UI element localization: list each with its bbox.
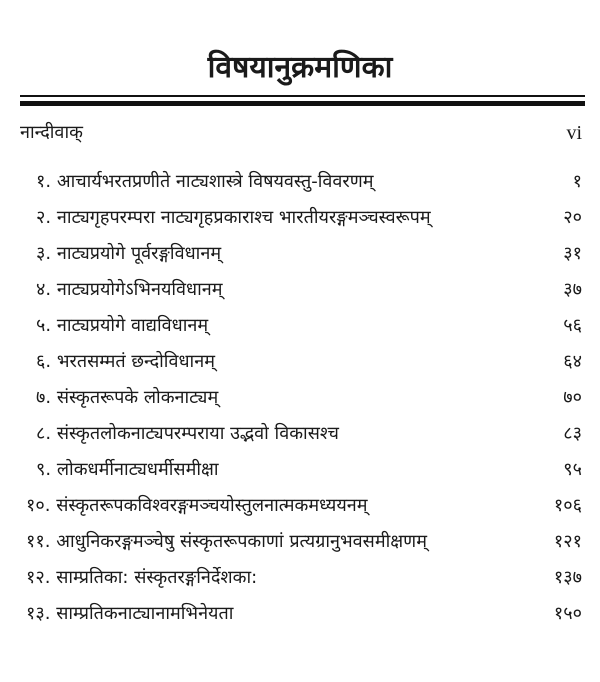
toc-entry-page: ५६ — [563, 315, 582, 336]
toc-entry-4[interactable] — [0, 275, 600, 305]
toc-entry-label: साम्प्रतिका: संस्कृतरङ्गनिर्देशका: — [56, 567, 258, 588]
toc-entry-1[interactable] — [0, 167, 600, 197]
toc-entry-number: १३. — [26, 603, 51, 624]
toc-entry-number: १. — [36, 171, 52, 192]
toc-entry-number: ७. — [36, 387, 52, 408]
toc-entry-number: ९. — [36, 459, 52, 480]
toc-entry-number: ५. — [36, 315, 52, 336]
toc-entry-label: नाट्यप्रयोगे पूर्वरङ्गविधानम् — [56, 243, 222, 264]
toc-entry-page: ६४ — [563, 351, 582, 372]
toc-entry-label: नाट्यगृहपरम्परा नाट्यगृहप्रकाराश्च भारतीयरङ्गमञ्चस्वरूपम् — [56, 207, 431, 228]
toc-entry-page: १ — [572, 171, 582, 192]
page-title: विषयानुक्रमणिका — [207, 50, 393, 85]
toc-entry-number: ८. — [36, 423, 52, 444]
toc-entry-13[interactable] — [0, 599, 600, 629]
title-rule-thick — [20, 101, 585, 106]
toc-entry-page: ३७ — [563, 279, 582, 300]
toc-entry-9[interactable] — [0, 455, 600, 485]
toc-entry-6[interactable] — [0, 347, 600, 377]
toc-entry-2[interactable] — [0, 203, 600, 233]
toc-entry-number: ४. — [36, 279, 52, 300]
toc-entry-page: १२१ — [553, 531, 582, 552]
toc-entry-intro[interactable] — [0, 118, 600, 148]
toc-entry-number: ११. — [26, 531, 51, 552]
toc-entry-page: ८३ — [563, 423, 582, 444]
toc-entry-label: लोकधर्मीनाट्यधर्मीसमीक्षा — [56, 459, 219, 480]
toc-entry-7[interactable] — [0, 383, 600, 413]
toc-entry-3[interactable] — [0, 239, 600, 269]
toc-entry-label: नान्दीवाक् — [20, 122, 83, 143]
toc-entry-label: भरतसम्मतं छन्दोविधानम् — [56, 351, 215, 372]
toc-entry-number: ६. — [36, 351, 52, 372]
toc-entry-page: १०६ — [553, 495, 582, 516]
toc-entry-number: १२. — [26, 567, 51, 588]
toc-entry-label: संस्कृतरूपकविश्वरङ्गमञ्चयोस्तुलनात्मकमध्ययनम् — [56, 495, 368, 516]
toc-entry-number: २. — [36, 207, 52, 228]
toc-entry-number: १०. — [26, 495, 51, 516]
toc-entry-label: संस्कृतरूपके लोकनाट्यम् — [56, 387, 219, 408]
toc-entry-label: आचार्यभरतप्रणीते नाट्यशास्त्रे विषयवस्तु-विवरणम् — [56, 171, 374, 192]
toc-entry-page: १५० — [553, 603, 582, 624]
toc-entry-label: नाट्यप्रयोगेऽभिनयविधानम् — [56, 279, 223, 300]
toc-entry-page: ७० — [563, 387, 582, 408]
toc-entry-label: नाट्यप्रयोगे वाद्यविधानम् — [56, 315, 209, 336]
toc-entry-page: vi — [566, 122, 582, 144]
title-rule-thin — [20, 95, 585, 97]
toc-entry-8[interactable] — [0, 419, 600, 449]
toc-entry-10[interactable] — [0, 491, 600, 521]
toc-entry-page: ३१ — [563, 243, 582, 264]
toc-entry-label: साम्प्रतिकनाट्यानामभिनेयता — [56, 603, 234, 624]
toc-entry-page: २० — [563, 207, 582, 228]
toc-entry-label: आधुनिकरङ्गमञ्चेषु संस्कृतरूपकाणां प्रत्यग्रानुभवसमीक्षणम् — [56, 531, 427, 552]
toc-entry-page: १३७ — [553, 567, 582, 588]
toc-entry-label: संस्कृतलोकनाट्यपरम्पराया उद्भवो विकासश्च — [56, 423, 339, 444]
toc-entry-5[interactable] — [0, 311, 600, 341]
toc-entry-number: ३. — [36, 243, 52, 264]
toc-entry-page: ९५ — [563, 459, 582, 480]
toc-entry-12[interactable] — [0, 563, 600, 593]
toc-entry-11[interactable] — [0, 527, 600, 557]
